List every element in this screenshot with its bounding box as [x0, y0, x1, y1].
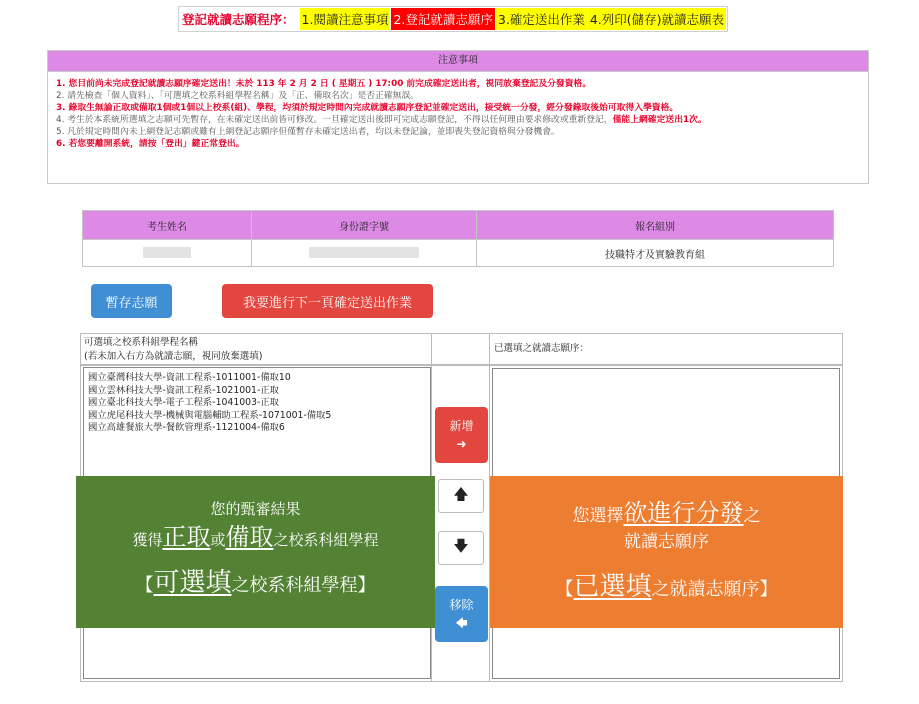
applicant-info-table	[82, 210, 834, 267]
header-name: 考生姓名	[83, 211, 252, 240]
orange-l3-open: 【	[555, 579, 574, 600]
steps-lead-label: 登記就讀志願程序：	[182, 12, 295, 27]
step-2-register-order[interactable]: 2.登記就讀志願序	[391, 8, 494, 30]
green-l3-post: 之校系科組學程】	[231, 575, 376, 596]
notice-item-6: 6. 若您要離開系統，請按「登出」鍵正常登出。	[56, 139, 245, 149]
arrow-left-icon: 🡄	[455, 616, 468, 630]
arrow-right-icon: ➜	[456, 437, 467, 451]
orange-l3-post: 之就讀志願序】	[651, 579, 778, 600]
green-annotation-overlay	[76, 476, 435, 628]
arrow-up-icon: 🡅	[453, 485, 469, 503]
add-label: 新增	[449, 419, 474, 433]
step-progress-bar	[178, 6, 728, 32]
selected-order-header: 已選填之就讀志願序：	[490, 333, 843, 365]
green-l2-zheng: 正取	[162, 523, 211, 551]
arrow-down-icon: 🡇	[453, 537, 469, 555]
orange-l1-post: 之	[743, 506, 761, 526]
green-l2-post: 之校系科組學程	[273, 531, 379, 549]
notice-item-4-text: 4. 考生於本系統所選填之志願可先暫存，在未確定送出前皆可修改。一旦確定送出後即可完成志願登記，不得以任何理由要求修改或重新登記，	[56, 115, 613, 125]
green-l3-open: 【	[135, 575, 154, 596]
header-id-number: 身份證字號	[252, 211, 477, 240]
list-item[interactable]: 國立高雄餐旅大學-餐飲管理系-1121004-備取6	[88, 422, 285, 433]
green-l2-or: 或	[210, 531, 226, 549]
green-line-3	[76, 563, 435, 606]
controls-header	[432, 333, 490, 365]
notice-item-1: 1. 您目前尚未完成登記就讀志願序確定送出！未於 113 年 2 月 2 日 ( 星期五 ) 17:00 前完成確定送出者，視同放棄登記及分發資格。	[56, 79, 592, 89]
available-options-title: 可選填之校系科組學程名稱	[84, 337, 199, 348]
redacted-id-number	[309, 247, 419, 258]
list-item[interactable]: 國立雲林科技大學-資訊工程系-1021001-正取	[88, 384, 279, 396]
move-up-button[interactable]	[438, 479, 484, 513]
notice-item-3: 3. 錄取生無論正取或備取1個或1個以上校系(組)、學程，均須於規定時間內完成就讀志願序登記並確定送出，接受統一分發，經分發錄取後始可取得入學資格。	[56, 103, 679, 113]
green-l2-pre: 獲得	[132, 531, 163, 549]
notice-list	[48, 78, 868, 150]
notice-panel	[47, 50, 869, 184]
notice-item-4-emphasis: 僅能上網確定送出1次。	[612, 115, 707, 125]
notice-title: 注意事項	[48, 51, 868, 72]
available-options-header	[80, 333, 432, 365]
list-item[interactable]: 國立臺灣科技大學-資訊工程系-1011001-備取10	[88, 372, 291, 383]
notice-item-2: 2. 請先檢查「個人資料」、「可選填之校系科組學程名稱」及「正、備取名次」是否正確無誤。	[56, 91, 420, 101]
save-draft-button[interactable]: 暫存志願	[91, 284, 172, 318]
step-3-confirm-submit[interactable]: 3.確定送出作業	[496, 8, 587, 30]
remove-option-button[interactable]	[435, 586, 488, 642]
orange-l1-pre: 您選擇	[572, 506, 624, 526]
cell-id-number	[252, 240, 477, 267]
notice-item-5: 5. 凡於規定時間內未上網登記志願或雖有上網登記志願序但僅暫存未確定送出者，均以未登記論，並即喪失登記資格與分發機會。	[56, 127, 560, 137]
orange-line-1	[490, 498, 843, 531]
list-item[interactable]: 國立臺北科技大學-電子工程系-1041003-正取	[88, 397, 279, 408]
green-line-1: 您的甄審結果	[210, 500, 301, 518]
redacted-name	[143, 247, 191, 258]
available-options-hint: (若未加入右方為就讀志願，視同放棄選填)	[84, 351, 263, 362]
green-line-2	[76, 520, 435, 557]
step-1-read-notice[interactable]: 1.閱讀注意事項	[300, 8, 391, 30]
header-group: 報名組別	[477, 211, 834, 240]
orange-line-3	[490, 567, 843, 610]
step-4-print-form[interactable]: 4.列印(儲存)就讀志願表	[588, 8, 726, 30]
list-item[interactable]: 國立虎尾科技大學-機械與電腦輔助工程系-1071001-備取5	[88, 409, 332, 421]
orange-annotation-overlay	[490, 476, 843, 628]
orange-line-2: 就讀志願序	[624, 532, 709, 552]
orange-l3-big: 已選填	[573, 572, 652, 602]
green-l3-big: 可選填	[153, 568, 232, 598]
add-option-button[interactable]	[435, 407, 488, 463]
cell-name	[83, 240, 252, 267]
remove-label: 移除	[449, 598, 474, 612]
orange-l1-big: 欲進行分發	[623, 499, 744, 527]
cell-group: 技職特才及實驗教育組	[477, 240, 834, 267]
notice-item-4	[56, 114, 868, 126]
move-down-button[interactable]	[438, 531, 484, 565]
green-l2-bei: 備取	[225, 523, 274, 551]
next-confirm-button[interactable]: 我要進行下一頁確定送出作業	[222, 284, 433, 318]
